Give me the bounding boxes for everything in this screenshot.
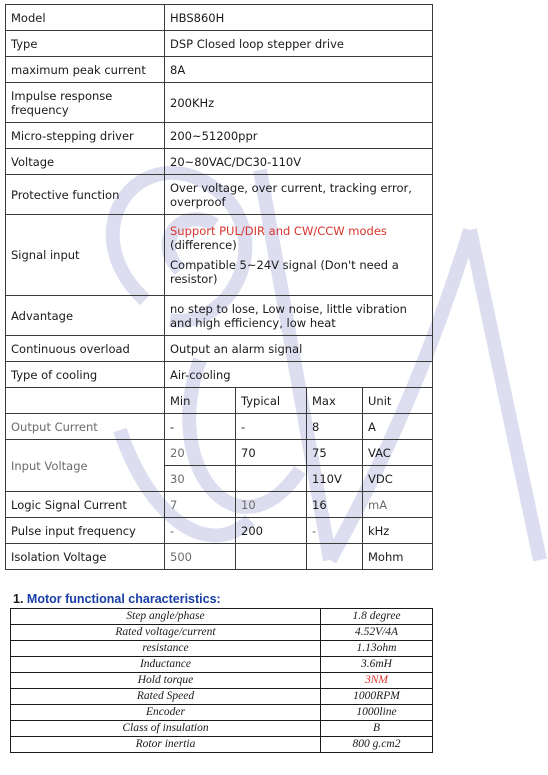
spec-row-micro-stepping [6,123,433,149]
spec-label: Advantage [6,296,165,336]
param-header-max: Max [307,388,363,414]
param-max: 8 [307,414,363,440]
motor-label: Hold torque [11,673,321,689]
spec-label: Type of cooling [6,362,165,388]
motor-value: 1000line [321,705,433,721]
param-row-pulse-frequency [6,518,433,544]
spec-value: HBS860H [165,5,433,31]
param-label: Output Current [6,414,165,440]
param-typical: 70 [236,440,307,466]
param-unit: mA [363,492,433,518]
spec-label: Protective function [6,175,165,215]
param-unit: VAC [363,440,433,466]
param-typical: - [236,414,307,440]
motor-value: B [321,721,433,737]
spec-label: maximum peak current [6,57,165,83]
spec-row-voltage [6,149,433,175]
spec-value: 8A [165,57,433,83]
motor-value: 1.8 degree [321,609,433,625]
spec-label: Voltage [6,149,165,175]
param-min: - [165,414,236,440]
spec-row-advantage [6,296,433,336]
param-typical [236,466,307,492]
param-typical: 200 [236,518,307,544]
signal-modes-rest: (difference) [170,238,237,252]
param-header-typical: Typical [236,388,307,414]
spec-value: Over voltage, over current, tracking error, overproof [165,175,433,215]
motor-section-heading [13,592,221,606]
param-header-unit: Unit [363,388,433,414]
spec-value: 20~80VAC/DC30-110V [165,149,433,175]
motor-label: Inductance [11,657,321,673]
spec-row-overload [6,336,433,362]
param-label: Logic Signal Current [6,492,165,518]
param-row-output-current [6,414,433,440]
motor-label: Class of insulation [11,721,321,737]
param-header-min: Min [165,388,236,414]
spec-row-signal-input [6,215,433,296]
motor-label: Rated Speed [11,689,321,705]
param-label: Pulse input frequency [6,518,165,544]
motor-label: Encoder [11,705,321,721]
motor-value: 3.6mH [321,657,433,673]
motor-value: 800 g.cm2 [321,737,433,753]
param-unit: VDC [363,466,433,492]
spec-value: 200~51200ppr [165,123,433,149]
param-header-row [6,388,433,414]
motor-row-inductance [11,657,433,673]
param-min: 20 [165,440,236,466]
spec-value: Output an alarm signal [165,336,433,362]
param-min: - [165,518,236,544]
param-max: - [307,518,363,544]
param-max: 16 [307,492,363,518]
param-row-logic-signal [6,492,433,518]
spec-value: no step to lose, Low noise, little vibration and high efficiency, low heat [165,296,433,336]
spec-row-cooling [6,362,433,388]
spec-label: Signal input [6,215,165,296]
spec-label: Continuous overload [6,336,165,362]
param-min: 500 [165,544,236,570]
signal-input-value [165,215,433,296]
motor-label: resistance [11,641,321,657]
spec-label: Model [6,5,165,31]
spec-row-type [6,31,433,57]
param-typical: 10 [236,492,307,518]
param-label: Isolation Voltage [6,544,165,570]
param-max: 75 [307,440,363,466]
spec-label: Micro-stepping driver [6,123,165,149]
param-label: Input Voltage [6,440,165,492]
motor-row-resistance [11,641,433,657]
motor-row-rotor-inertia [11,737,433,753]
param-unit: kHz [363,518,433,544]
spec-value: Air-cooling [165,362,433,388]
param-header-empty [6,388,165,414]
motor-row-rated-speed [11,689,433,705]
param-unit: Mohm [363,544,433,570]
param-max: 110V [307,466,363,492]
motor-label: Step angle/phase [11,609,321,625]
motor-table [10,608,433,753]
spec-label: Type [6,31,165,57]
motor-row-hold-torque [11,673,433,689]
motor-row-rated-voltage [11,625,433,641]
spec-value: 200KHz [165,83,433,123]
signal-modes-line [170,224,427,252]
spec-value: DSP Closed loop stepper drive [165,31,433,57]
motor-row-step-angle [11,609,433,625]
motor-label: Rated voltage/current [11,625,321,641]
spec-row-protective-function [6,175,433,215]
motor-section-title: Motor functional characteristics: [26,592,221,606]
spec-row-model [6,5,433,31]
motor-label: Rotor inertia [11,737,321,753]
signal-modes-highlight: Support PUL/DIR and CW/CCW modes [170,224,387,238]
param-min: 7 [165,492,236,518]
param-max [307,544,363,570]
spec-row-peak-current [6,57,433,83]
motor-value: 1000RPM [321,689,433,705]
param-unit: A [363,414,433,440]
spec-table [5,4,433,570]
motor-value: 1.13ohm [321,641,433,657]
motor-row-insulation [11,721,433,737]
param-row-input-voltage-ac [6,440,433,466]
param-typical [236,544,307,570]
param-min: 30 [165,466,236,492]
spec-row-impulse-frequency [6,83,433,123]
motor-row-encoder [11,705,433,721]
motor-value: 4.52V/4A [321,625,433,641]
spec-label: Impulse response frequency [6,83,165,123]
param-row-isolation [6,544,433,570]
motor-section-number: 1. [13,592,24,606]
signal-compat-line: Compatible 5~24V signal (Don't need a resistor) [170,258,399,286]
motor-value: 3NM [321,673,433,689]
